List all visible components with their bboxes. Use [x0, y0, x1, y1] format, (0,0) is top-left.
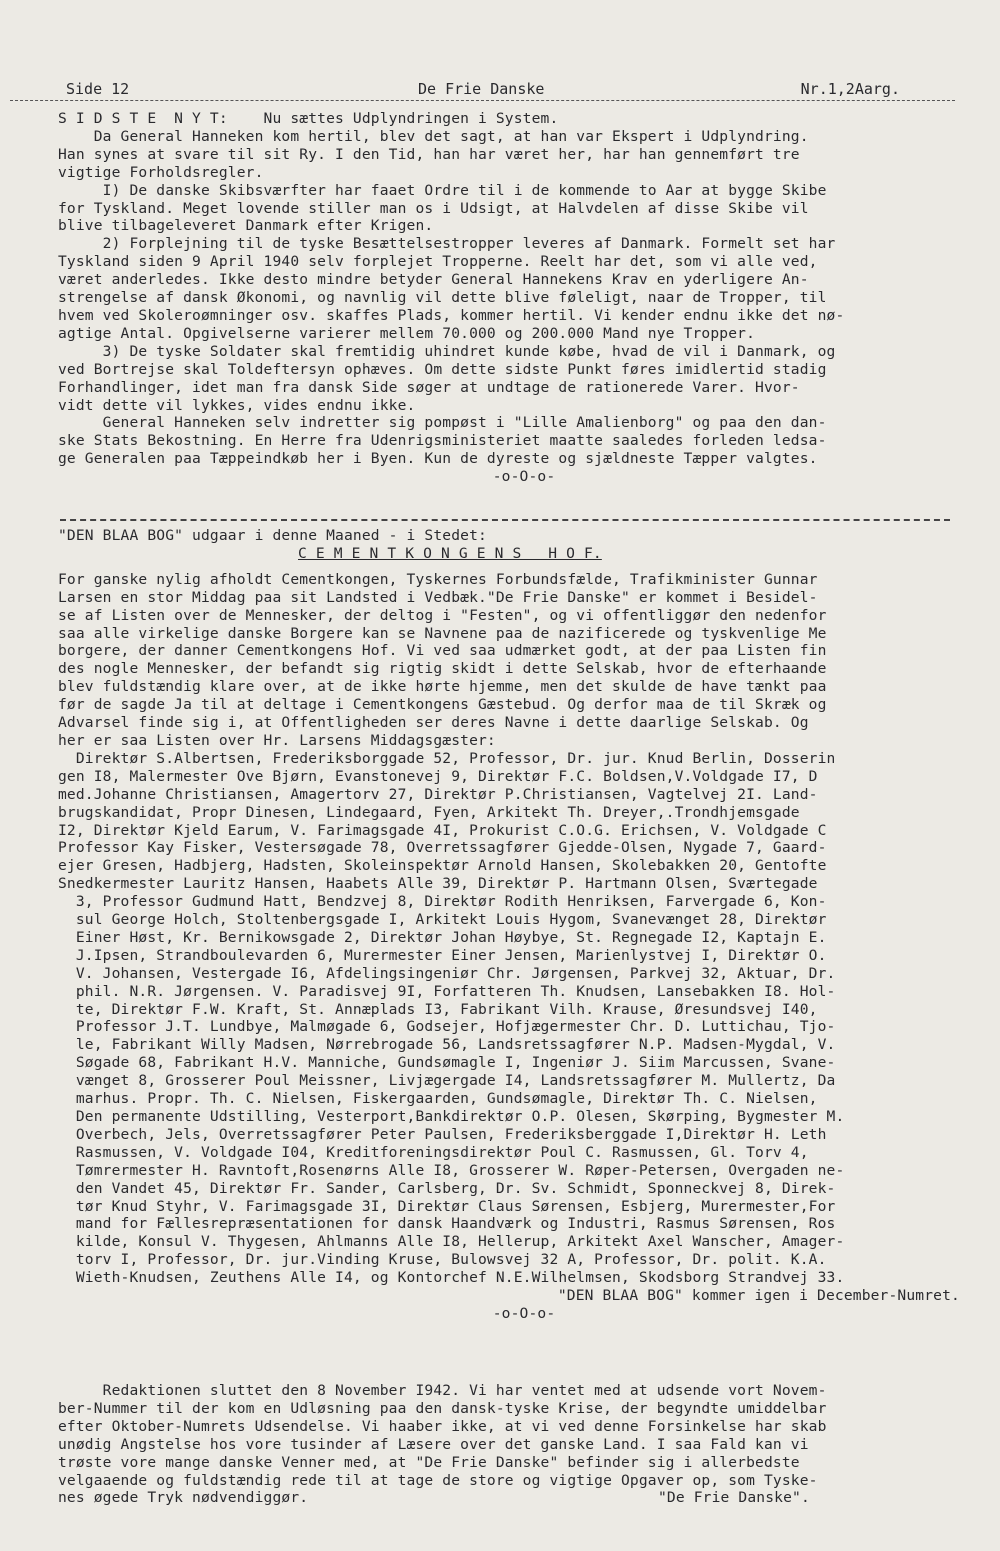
- cementkongen-line: Advarsel finde sig i, at Offentligheden ser deres Navne i dette daarlige Selskab. Og: [58, 714, 809, 732]
- redaktionen-line: ber-Nummer til der kom en Udløsning paa den dansk-tyske Krise, der begyndte umiddelbar: [58, 1399, 827, 1417]
- cementkongen-section: [58, 527, 960, 1323]
- sidste-nyt-line: I) De danske Skibsværfter har faaet Ordre til i de kommende to Aar at bygge Skibe: [58, 181, 827, 199]
- sidste-nyt-line: vigtige Forholdsregler.: [58, 163, 264, 181]
- redaktionen-line: efter Oktober-Numrets Udsendelse. Vi haaber ikke, at vi ved denne Forsinkelse har skab: [58, 1417, 827, 1435]
- guest-list-line: Tømrermester H. Ravntoft,Rosenørns Alle I8, Grosserer W. Røper-Petersen, Overgaden ne-: [58, 1161, 845, 1179]
- issue-number: Nr.1,2Aarg.: [800, 80, 900, 98]
- cementkongen-line: Larsen en stor Middag paa sit Landsted i Vedbæk."De Frie Danske" er kommet i Besidel-: [58, 588, 818, 606]
- guest-list-line: gen I8, Malermester Ove Bjørn, Evanstonevej 9, Direktør F.C. Boldsen,V.Voldgade I7, D: [58, 767, 818, 785]
- section-divider: -o-O-o-: [492, 1304, 556, 1322]
- guest-list-line: kilde, Konsul V. Thygesen, Ahlmanns Alle I8, Hellerup, Arkitekt Axel Wanscher, Amager-: [58, 1233, 845, 1251]
- sidste-nyt-line: Forhandlinger, idet man fra dansk Side søger at undtage de rationerede Varer. Hvor-: [58, 378, 800, 396]
- guest-list-line: le, Fabrikant Willy Madsen, Nørrebrogade 56, Landsretssagfører N.P. Madsen-Mygdal, V.: [58, 1036, 836, 1054]
- guest-list-line: mand for Fællesrepræsentationen for dansk Haandværk og Industri, Rasmus Sørensen, Ros: [58, 1215, 836, 1233]
- spacer: [58, 563, 960, 571]
- guest-list-line: Professor J.T. Lundbye, Malmøgade 6, Godsejer, Hofjægermester Chr. D. Luttichau, Tjo-: [58, 1018, 836, 1036]
- sidste-nyt-line: 2) Forplejning til de tyske Besættelsestropper leveres af Danmark. Formelt set har: [58, 235, 836, 253]
- redaktionen-last-line: [58, 1489, 960, 1507]
- guest-list-line: phil. N.R. Jørgensen. V. Paradisvej 9I, Forfatteren Th. Knudsen, Lansebakken I8. Hol-: [58, 982, 836, 1000]
- sidste-nyt-line: ge Generalen paa Tæppeindkøb her i Byen. Kun de dyreste og sjældneste Tæpper valgtes.: [58, 450, 818, 468]
- sidste-nyt-line: ske Stats Bekostning. En Herre fra Udenrigsministeriet maatte saaledes forleden ledsa-: [58, 432, 827, 450]
- redaktionen-section: [58, 1382, 960, 1507]
- guest-list-line: I2, Direktør Kjeld Earum, V. Farimagsgade 4I, Prokurist C.O.G. Erichsen, V. Voldgade C: [58, 821, 827, 839]
- cementkongen-line: borgere, der danner Cementkongens Hof. Vi ved saa udmærket godt, at der paa Listen fin: [58, 642, 827, 660]
- guest-list-line: Snedkermester Lauritz Hansen, Haabets Alle 39, Direktør P. Hartmann Olsen, Sværtegade: [58, 875, 818, 893]
- guest-list-line: te, Direktør F.W. Kraft, St. Annæplads I3, Fabrikant Vilh. Krause, Øresundsvej I40,: [58, 1000, 818, 1018]
- guest-list-line: Einer Høst, Kr. Bernikowsgade 2, Direktør Johan Høybye, St. Regnegade I2, Kaptajn E.: [58, 928, 827, 946]
- guest-list-line: Rasmussen, V. Voldgade I04, Kreditforeningsdirektør Poul C. Rasmussen, Gl. Torv 4,: [58, 1143, 809, 1161]
- guest-list-line: Wieth-Knudsen, Zeuthens Alle I4, og Kontorchef N.E.Wilhelmsen, Skodsborg Strandvej 33.: [58, 1269, 845, 1287]
- section-divider: -o-O-o-: [492, 468, 556, 486]
- cementkongen-line: saa alle virkelige danske Borgere kan se Navnene paa de nazificerede og tyskvenlige Me: [58, 624, 827, 642]
- cementkongen-line: før de sagde Ja til at deltage i Cementkongens Gæstebud. Og derfor maa de til Skræk og: [58, 696, 827, 714]
- guest-list-line: Direktør S.Albertsen, Frederiksborggade 52, Professor, Dr. jur. Knud Berlin, Dosserin: [58, 749, 836, 767]
- newspaper-title: De Frie Danske: [418, 80, 545, 98]
- blaa-bog-intro: "DEN BLAA BOG" udgaar i denne Maaned - i Stedet:: [58, 527, 487, 544]
- cementkongen-line: des nogle Mennesker, der befandt sig rigtig skidt i dette Selskab, hvor de efterhaande: [58, 660, 827, 678]
- redaktionen-line: unødig Angstelse hos vore tusinder af Læsere over det ganske Land. I saa Fald kan vi: [58, 1435, 809, 1453]
- sidste-nyt-section: [58, 110, 960, 486]
- redaktionen-line: velgaaende og fuldstændig rede til at tage de store og vigtige Opgaver op, som Tyske-: [58, 1471, 818, 1489]
- guest-list-line: Overbech, Jels, Overretssagfører Peter Paulsen, Frederiksberggade I,Direktør H. Leth: [58, 1125, 827, 1143]
- section-heading: [58, 545, 960, 563]
- sidste-nyt-line: Tyskland siden 9 April 1940 selv forplejet Tropperne. Reelt har det, som vi alle ved,: [58, 253, 818, 271]
- redaktionen-line: nes øgede Tryk nødvendiggør.: [58, 1489, 309, 1507]
- sidste-nyt-line: blive tilbageleveret Danmark efter Krigen.: [58, 217, 434, 235]
- blaa-bog-closing: "DEN BLAA BOG" kommer igen i December-Numret.: [557, 1287, 960, 1305]
- sidste-nyt-line: hvem ved Skoleroømninger osv. skaffes Plads, kommer hertil. Vi kender endnu ikke det nø-: [58, 306, 845, 324]
- sidste-nyt-line: Da General Hanneken kom hertil, blev det sagt, at han var Ekspert i Udplyndring.: [58, 127, 809, 145]
- sidste-nyt-line: for Tyskland. Meget lovende stiller man os i Udsigt, at Halvdelen af disse Skibe vil: [58, 199, 809, 217]
- guest-list-line: sul George Holch, Stoltenbergsgade I, Arkitekt Louis Hygom, Svanevænget 28, Direktør: [58, 911, 827, 929]
- page-number: Side 12: [66, 80, 130, 98]
- sidste-nyt-line: strengelse af dansk Økonomi, og navnlig vil dette blive føleligt, naar de Tropper, til: [58, 289, 827, 307]
- sidste-nyt-line: General Hanneken selv indretter sig pompøst i "Lille Amalienborg" og paa den dan-: [58, 414, 827, 432]
- redaktionen-line: trøste vore mange danske Venner med, at "De Frie Danske" befinder sig i allerbedste: [58, 1453, 800, 1471]
- cementkongen-line: her er saa Listen over Hr. Larsens Middagsgæster:: [58, 731, 496, 749]
- redaktionen-line: Redaktionen sluttet den 8 November I942. Vi har ventet med at udsende vort Novem-: [58, 1382, 827, 1399]
- sidste-nyt-line: været anderledes. Ikke desto mindre betyder General Hannekens Krav en yderligere An-: [58, 271, 809, 289]
- sidste-nyt-line: agtige Antal. Opgivelserne varierer mellem 70.000 og 200.000 Mand nye Tropper.: [58, 324, 756, 342]
- guest-list-line: ejer Gresen, Hadbjerg, Hadsten, Skoleinspektør Arnold Hansen, Skolebakken 20, Gentofte: [58, 857, 827, 875]
- header-rule: [10, 100, 955, 101]
- signature: "De Frie Danske".: [658, 1489, 810, 1507]
- cementkongen-line: For ganske nylig afholdt Cementkongen, Tyskernes Forbundsfælde, Trafikminister Gunnar: [58, 570, 818, 588]
- guest-list-line: 3, Professor Gudmund Hatt, Bendzvej 8, Direktør Rodith Henriksen, Farvergade 6, Kon-: [58, 893, 827, 911]
- guest-list-line: Den permanente Udstilling, Vesterport,Bankdirektør O.P. Olesen, Skørping, Bygmester M.: [58, 1108, 845, 1125]
- guest-list-line: J.Ipsen, Strandboulevarden 6, Murermester Einer Jensen, Marienlystvej I, Direktør O.: [58, 946, 827, 964]
- guest-list-line: V. Johansen, Vestergade I6, Afdelingsingeniør Chr. Jørgensen, Parkvej 32, Aktuar, Dr.: [58, 964, 836, 982]
- guest-list-line: den Vandet 45, Direktør Fr. Sander, Carlsberg, Dr. Sv. Schmidt, Sponneckvej 8, Direk-: [58, 1179, 836, 1197]
- sidste-nyt-line: Han synes at svare til sit Ry. I den Tid, han har været her, har han gennemført tre: [58, 145, 800, 163]
- page-header: [58, 80, 960, 100]
- guest-list-line: Professor Kay Fisker, Vestersøgade 78, Overretssagfører Gjedde-Olsen, Nygade 7, Gaard-: [58, 839, 827, 857]
- section-separator: [60, 519, 950, 521]
- guest-list-line: torv I, Professor, Dr. jur.Vinding Kruse, Bulowsvej 32 A, Professor, Dr. polit. K.A.: [58, 1251, 827, 1269]
- cementkongen-heading: C E M E N T K O N G E N S H O F.: [298, 544, 602, 562]
- guest-list-line: marhus. Propr. Th. C. Nielsen, Fiskergaarden, Gundsømagle, Direktør Th. C. Nielsen,: [58, 1090, 818, 1108]
- guest-list-line: tør Knud Styhr, V. Farimagsgade 3I, Direktør Claus Sørensen, Esbjerg, Murermester,For: [58, 1197, 836, 1215]
- sidste-nyt-line: S I D S T E N Y T: Nu sættes Udplyndringen i System.: [58, 110, 559, 127]
- sidste-nyt-line: vidt dette vil lykkes, vides endnu ikke.: [58, 396, 416, 414]
- sidste-nyt-line: 3) De tyske Soldater skal fremtidig uhindret kunde købe, hvad de vil i Danmark, og: [58, 342, 836, 360]
- guest-list-line: vænget 8, Grosserer Poul Meissner, Livjægergade I4, Landsretssagfører M. Mullertz, Da: [58, 1072, 836, 1090]
- guest-list-line: Søgade 68, Fabrikant H.V. Manniche, Gundsømagle I, Ingeniør J. Siim Marcussen, Svane-: [58, 1054, 836, 1072]
- cementkongen-line: se af Listen over de Mennesker, der deltog i "Festen", og vi offentliggør den nedenfor: [58, 606, 827, 624]
- cementkongen-line: blev fuldstændig klare over, at de ikke hørte hjemme, men det skulde de have tænkt paa: [58, 678, 827, 696]
- guest-list-line: med.Johanne Christiansen, Amagertorv 27, Direktør P.Christiansen, Vagtelvej 2I. Land-: [58, 785, 818, 803]
- guest-list-line: brugskandidat, Propr Dinesen, Lindegaard, Fyen, Arkitekt Th. Dreyer,.Trondhjemsgade: [58, 803, 800, 821]
- sidste-nyt-line: ved Bortrejse skal Toldeftersyn ophæves. Om dette sidste Punkt føres imidlertid stadig: [58, 360, 827, 378]
